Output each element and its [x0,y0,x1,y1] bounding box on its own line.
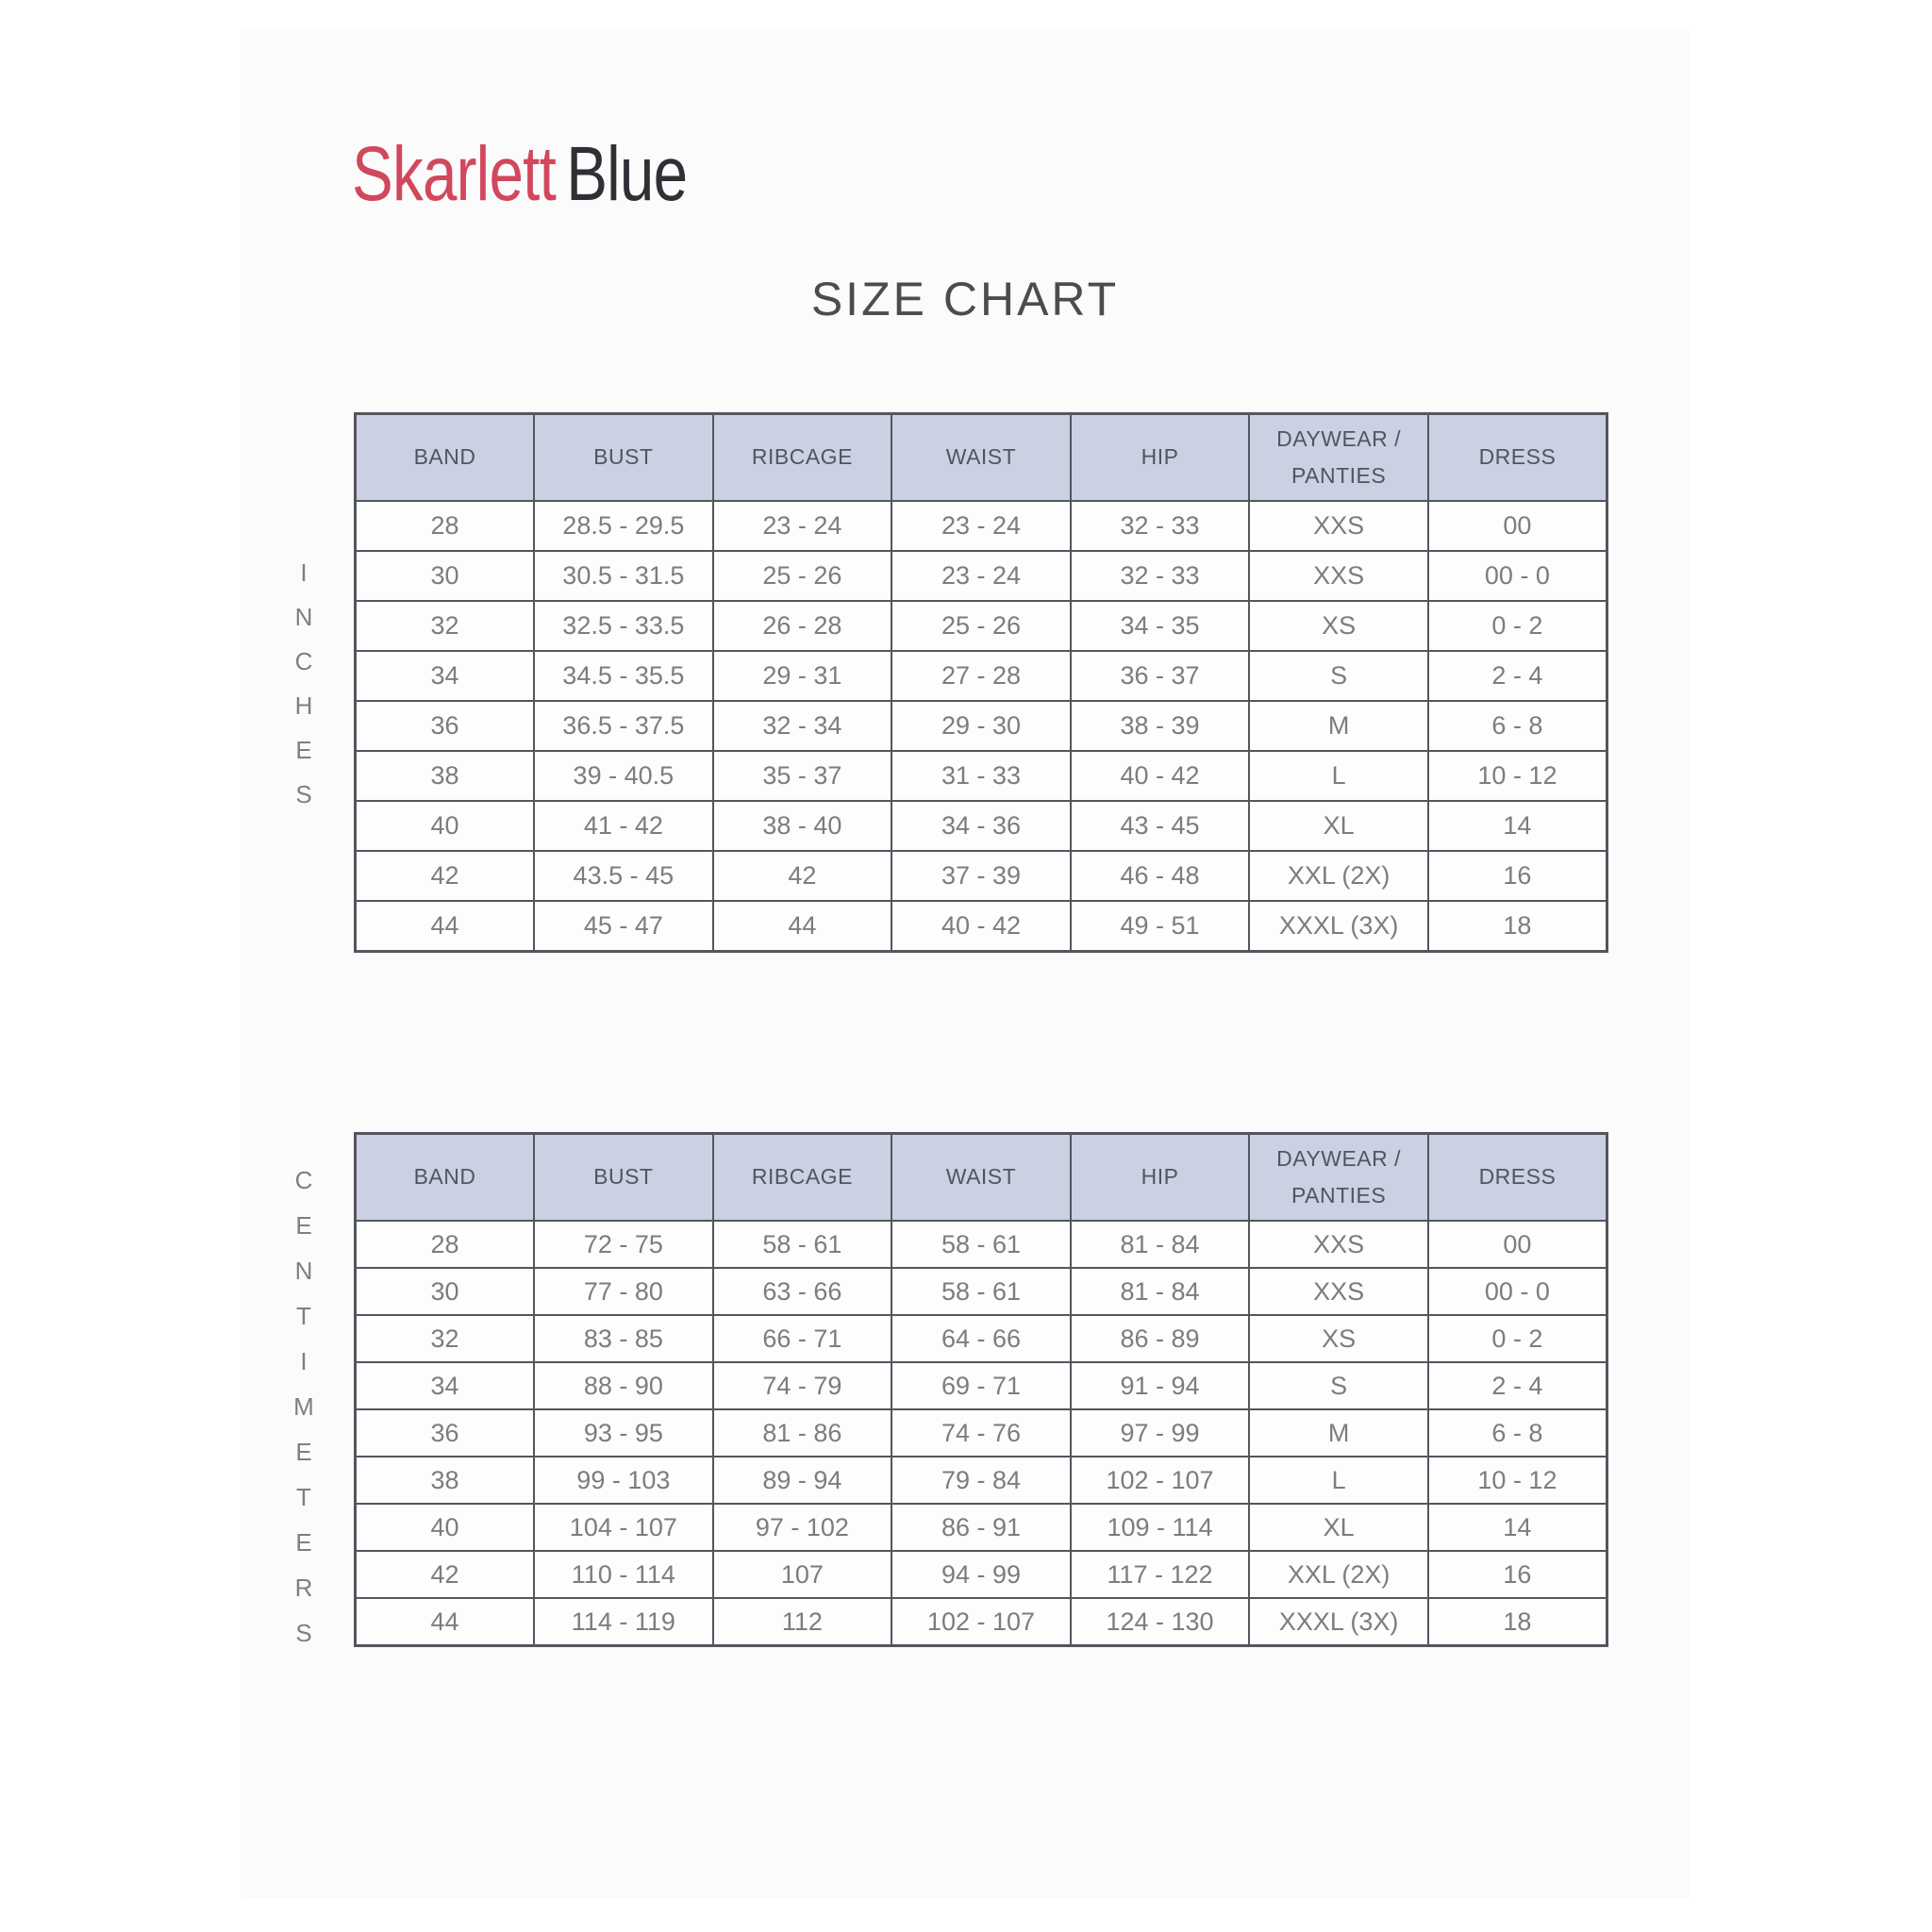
table-cell: 40 - 42 [1071,751,1250,801]
inches-unit-label: INCHES [290,558,318,824]
table-cell: 88 - 90 [534,1362,713,1409]
table-cell: 28 [356,501,535,551]
column-header-dress: DRESS [1428,414,1607,502]
column-header-band: BAND [356,1134,535,1222]
table-cell: 27 - 28 [891,651,1071,701]
table-cell: 25 - 26 [891,601,1071,651]
table-row [356,901,1607,952]
table-row [356,651,1607,701]
table-cell: 34 - 35 [1071,601,1250,651]
table-cell: 30.5 - 31.5 [534,551,713,601]
table-cell: XXL (2X) [1249,851,1428,901]
table-cell: 16 [1428,851,1607,901]
table-cell: 42 [713,851,892,901]
table-row [356,1362,1607,1409]
table-cell: 42 [356,1551,535,1598]
table-cell: 86 - 91 [891,1504,1071,1551]
table-cell: XL [1249,801,1428,851]
table-row [356,1551,1607,1598]
table-cell: 38 [356,751,535,801]
table-cell: XS [1249,601,1428,651]
table-cell: 28 [356,1221,535,1268]
table-cell: 40 [356,801,535,851]
table-cell: 32 - 33 [1071,551,1250,601]
table-cell: 35 - 37 [713,751,892,801]
header-row [356,1134,1607,1222]
table-row [356,1598,1607,1646]
table-cell: 34.5 - 35.5 [534,651,713,701]
table-row [356,1268,1607,1315]
table-cell: 30 [356,1268,535,1315]
table-cell: 39 - 40.5 [534,751,713,801]
table-cell: 26 - 28 [713,601,892,651]
table-cell: 16 [1428,1551,1607,1598]
column-header-band: BAND [356,414,535,502]
table-cell: 18 [1428,901,1607,952]
table-cell: 14 [1428,801,1607,851]
table-cell: 74 - 76 [891,1409,1071,1457]
column-header-waist: WAIST [891,414,1071,502]
table-cell: 14 [1428,1504,1607,1551]
table-cell: 2 - 4 [1428,1362,1607,1409]
header-row [356,414,1607,502]
table-cell: L [1249,751,1428,801]
inches-size-table [354,412,1608,953]
table-cell: XL [1249,1504,1428,1551]
table-cell: 58 - 61 [891,1221,1071,1268]
table-cell: 40 [356,1504,535,1551]
table-cell: 25 - 26 [713,551,892,601]
table-cell: 93 - 95 [534,1409,713,1457]
column-header-bust: BUST [534,414,713,502]
brand-name-skarlett: Skarlett [352,131,556,217]
table-cell: 28.5 - 29.5 [534,501,713,551]
table-cell: 102 - 107 [1071,1457,1250,1504]
table-cell: 114 - 119 [534,1598,713,1646]
table-cell: 32 - 34 [713,701,892,751]
table-cell: 23 - 24 [713,501,892,551]
table-cell: 99 - 103 [534,1457,713,1504]
column-header-bust: BUST [534,1134,713,1222]
column-header-daywear-panties: DAYWEAR / PANTIES [1249,1134,1428,1222]
table-cell: 112 [713,1598,892,1646]
table-cell: XXXL (3X) [1249,901,1428,952]
table-cell: 00 - 0 [1428,1268,1607,1315]
table-cell: 42 [356,851,535,901]
table-cell: 81 - 84 [1071,1268,1250,1315]
table-cell: 107 [713,1551,892,1598]
table-row [356,801,1607,851]
table-cell: 10 - 12 [1428,751,1607,801]
centimeters-size-table [354,1132,1608,1647]
table-cell: 29 - 30 [891,701,1071,751]
size-chart-card [241,28,1690,1898]
page-title: SIZE CHART [810,273,1120,325]
centimeters-table-body [356,1221,1607,1646]
table-cell: 00 [1428,501,1607,551]
centimeters-unit-label: CENTIMETERS [290,1166,318,1664]
column-header-ribcage: RIBCAGE [713,414,892,502]
table-cell: XS [1249,1315,1428,1362]
table-row [356,1315,1607,1362]
table-cell: 69 - 71 [891,1362,1071,1409]
table-cell: 6 - 8 [1428,701,1607,751]
column-header-hip: HIP [1071,1134,1250,1222]
table-cell: 10 - 12 [1428,1457,1607,1504]
table-cell: 0 - 2 [1428,601,1607,651]
table-cell: S [1249,651,1428,701]
table-cell: 102 - 107 [891,1598,1071,1646]
table-cell: L [1249,1457,1428,1504]
table-cell: S [1249,1362,1428,1409]
table-cell: 0 - 2 [1428,1315,1607,1362]
table-cell: 49 - 51 [1071,901,1250,952]
table-cell: 83 - 85 [534,1315,713,1362]
table-cell: XXXL (3X) [1249,1598,1428,1646]
brand-logo [352,130,687,219]
table-cell: 97 - 102 [713,1504,892,1551]
table-cell: XXS [1249,501,1428,551]
table-cell: 41 - 42 [534,801,713,851]
table-cell: 79 - 84 [891,1457,1071,1504]
table-cell: 30 [356,551,535,601]
table-row [356,1221,1607,1268]
table-cell: 36 - 37 [1071,651,1250,701]
table-cell: 46 - 48 [1071,851,1250,901]
table-cell: 64 - 66 [891,1315,1071,1362]
table-row [356,601,1607,651]
inches-table-header [356,414,1607,502]
table-cell: 77 - 80 [534,1268,713,1315]
table-cell: 63 - 66 [713,1268,892,1315]
table-cell: 32 [356,601,535,651]
table-row [356,1457,1607,1504]
table-row [356,1504,1607,1551]
table-row [356,501,1607,551]
table-cell: 72 - 75 [534,1221,713,1268]
table-row [356,1409,1607,1457]
table-cell: 00 [1428,1221,1607,1268]
table-cell: 104 - 107 [534,1504,713,1551]
table-cell: 32 - 33 [1071,501,1250,551]
column-header-daywear-panties: DAYWEAR / PANTIES [1249,414,1428,502]
table-cell: 00 - 0 [1428,551,1607,601]
table-cell: 40 - 42 [891,901,1071,952]
table-cell: 58 - 61 [891,1268,1071,1315]
table-cell: 6 - 8 [1428,1409,1607,1457]
table-row [356,701,1607,751]
column-header-waist: WAIST [891,1134,1071,1222]
table-cell: 44 [713,901,892,952]
table-cell: 32.5 - 33.5 [534,601,713,651]
table-cell: M [1249,701,1428,751]
column-header-hip: HIP [1071,414,1250,502]
table-cell: 74 - 79 [713,1362,892,1409]
table-cell: 23 - 24 [891,551,1071,601]
table-cell: 2 - 4 [1428,651,1607,701]
table-cell: 38 - 39 [1071,701,1250,751]
table-cell: XXS [1249,1221,1428,1268]
column-header-dress: DRESS [1428,1134,1607,1222]
table-cell: 86 - 89 [1071,1315,1250,1362]
table-cell: 97 - 99 [1071,1409,1250,1457]
table-cell: 36.5 - 37.5 [534,701,713,751]
table-cell: 109 - 114 [1071,1504,1250,1551]
table-cell: 23 - 24 [891,501,1071,551]
inches-table-body [356,501,1607,952]
table-row [356,851,1607,901]
table-cell: 43.5 - 45 [534,851,713,901]
table-cell: 110 - 114 [534,1551,713,1598]
table-cell: M [1249,1409,1428,1457]
table-cell: 117 - 122 [1071,1551,1250,1598]
table-cell: 91 - 94 [1071,1362,1250,1409]
table-cell: XXS [1249,551,1428,601]
table-cell: 81 - 86 [713,1409,892,1457]
table-cell: 124 - 130 [1071,1598,1250,1646]
table-cell: 38 - 40 [713,801,892,851]
table-row [356,551,1607,601]
table-cell: 34 [356,651,535,701]
table-cell: 44 [356,1598,535,1646]
table-cell: 44 [356,901,535,952]
table-cell: 45 - 47 [534,901,713,952]
table-cell: 89 - 94 [713,1457,892,1504]
table-cell: XXS [1249,1268,1428,1315]
table-cell: 37 - 39 [891,851,1071,901]
table-row [356,751,1607,801]
table-cell: 18 [1428,1598,1607,1646]
brand-name-blue: Blue [566,131,688,217]
centimeters-table-header [356,1134,1607,1222]
table-cell: 32 [356,1315,535,1362]
table-cell: 81 - 84 [1071,1221,1250,1268]
table-cell: 31 - 33 [891,751,1071,801]
table-cell: 29 - 31 [713,651,892,701]
table-cell: 38 [356,1457,535,1504]
table-cell: 58 - 61 [713,1221,892,1268]
column-header-ribcage: RIBCAGE [713,1134,892,1222]
table-cell: 34 - 36 [891,801,1071,851]
table-cell: 43 - 45 [1071,801,1250,851]
table-cell: 36 [356,1409,535,1457]
table-cell: XXL (2X) [1249,1551,1428,1598]
table-cell: 34 [356,1362,535,1409]
table-cell: 94 - 99 [891,1551,1071,1598]
table-cell: 66 - 71 [713,1315,892,1362]
table-cell: 36 [356,701,535,751]
